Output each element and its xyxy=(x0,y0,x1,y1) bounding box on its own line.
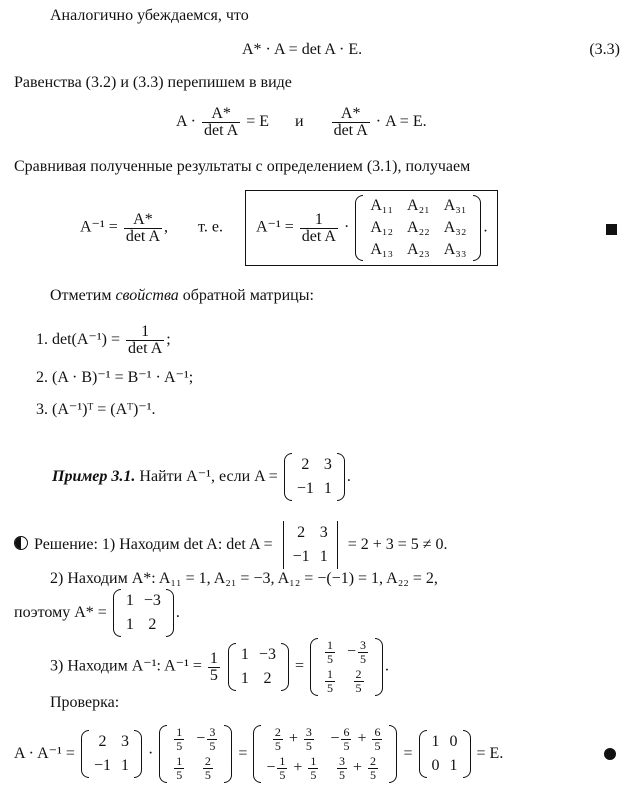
fraction-numerator: 1 xyxy=(126,324,164,341)
rewrite-fraction-left xyxy=(202,106,240,139)
step1-text: 1) Находим det A: det A = xyxy=(101,536,273,553)
fraction-numerator: 2 xyxy=(204,754,211,769)
solution-step-3 xyxy=(50,638,389,696)
and-word: и xyxy=(295,113,304,130)
left-paren xyxy=(355,195,363,261)
boxed-fraction xyxy=(300,212,338,245)
matrix-cell: −3 xyxy=(143,592,161,610)
cell-operator: + xyxy=(353,730,371,748)
fraction-denominator: 5 xyxy=(176,768,183,783)
example-3-1 xyxy=(52,452,351,502)
check-equals-1: = xyxy=(238,745,248,762)
fraction-numerator: A* xyxy=(124,212,162,229)
left-paren xyxy=(81,730,89,778)
fraction-denominator: 5 xyxy=(209,666,218,684)
matrix-cell: A₁₁ xyxy=(370,197,394,214)
inverse-fraction xyxy=(124,212,162,245)
fraction-denominator: 5 xyxy=(204,768,211,783)
matrix-cell: −1 xyxy=(93,757,111,775)
fraction-numerator: 1 xyxy=(279,754,286,769)
matrix-cell: 2 xyxy=(297,524,306,542)
property-lhs: det(A⁻¹) = xyxy=(52,331,121,348)
fraction-numerator: 1 xyxy=(209,649,218,667)
matrix-cell: 0 xyxy=(431,757,440,775)
black-circle-icon xyxy=(604,748,616,760)
matrix-cell xyxy=(191,754,224,783)
left-paren xyxy=(419,730,427,778)
fraction-numerator: 1 xyxy=(176,754,183,769)
cell-fraction xyxy=(304,726,314,753)
cell-fraction xyxy=(358,639,368,666)
matrix-cell: 3 xyxy=(323,456,332,474)
right-paren xyxy=(281,643,289,691)
fraction-numerator: 3 xyxy=(338,754,345,769)
inverse-formula xyxy=(80,190,498,266)
fraction-denominator: 5 xyxy=(355,681,362,695)
matrix-cell xyxy=(325,725,389,754)
cell-operator: + xyxy=(348,759,366,777)
fraction-numerator: 6 xyxy=(343,725,350,740)
adjugate-matrix xyxy=(355,195,481,261)
matrix-cell: A₂₃ xyxy=(407,241,430,258)
fraction-denominator: 5 xyxy=(326,652,333,666)
fraction-numerator: A* xyxy=(202,106,240,123)
fraction-numerator: 2 xyxy=(274,725,281,740)
left-paren xyxy=(253,725,261,783)
cell-fraction xyxy=(341,726,351,753)
property-fraction xyxy=(126,324,164,357)
cell-fraction xyxy=(325,639,335,666)
step3-period: . xyxy=(385,657,390,675)
check-matrix-product xyxy=(253,725,397,783)
cell-sign: − xyxy=(330,730,340,748)
left-paren xyxy=(113,589,121,637)
rewrite-right-suffix: · A = E. xyxy=(375,113,427,130)
matrix-cell xyxy=(342,638,375,667)
cell-fraction xyxy=(174,755,184,782)
compare-sentence: Сравнивая полученные результаты с определением (3.1), получаем xyxy=(14,158,471,175)
matrix-cell: 1 xyxy=(323,480,332,498)
fraction-denominator: det A xyxy=(301,227,336,245)
fraction-numerator: 6 xyxy=(374,725,381,740)
right-paren xyxy=(224,725,232,783)
fraction-numerator: 3 xyxy=(209,725,216,740)
adjugate-result-matrix xyxy=(113,589,174,637)
example-period: . xyxy=(346,468,351,485)
matrix-cell xyxy=(318,667,342,696)
matrix-cell: 3 xyxy=(120,733,129,751)
step3-adjugate-matrix xyxy=(228,643,289,691)
property-number: 3. xyxy=(36,401,48,418)
intro-text: Аналогично убеждаемся, что xyxy=(50,7,249,24)
matrix-cell: 2 xyxy=(98,733,107,751)
right-paren xyxy=(375,638,383,696)
matrix-cell xyxy=(261,725,325,754)
check-lhs: A · A⁻¹ = xyxy=(14,745,75,762)
matrix-cell: A₃₂ xyxy=(443,219,467,236)
cell-operator: + xyxy=(284,730,302,748)
fraction-denominator: 5 xyxy=(176,739,183,754)
right-paren xyxy=(166,589,174,637)
example-label: Пример 3.1. xyxy=(52,468,136,485)
matrix-cell: A₁₃ xyxy=(370,241,394,258)
fraction-denominator: 5 xyxy=(310,768,317,783)
identity-matrix xyxy=(419,730,471,778)
fraction-denominator: 5 xyxy=(305,739,312,754)
cell-fraction xyxy=(354,668,364,695)
matrix-cell xyxy=(261,754,325,783)
check-dot: · xyxy=(147,745,154,762)
right-paren xyxy=(473,195,481,261)
fraction-numerator: A* xyxy=(332,106,370,123)
fraction-denominator: 5 xyxy=(274,739,281,754)
cell-fraction xyxy=(337,755,347,782)
matrix-cell: 2 xyxy=(301,456,310,474)
boxed-lhs: A⁻¹ = xyxy=(255,218,294,236)
fraction-numerator: 3 xyxy=(360,638,367,652)
properties-intro xyxy=(50,286,314,306)
example-matrix xyxy=(284,453,345,501)
matrix-cell: 1 xyxy=(125,592,134,610)
ie-word: т. е. xyxy=(198,218,223,236)
left-paren xyxy=(159,725,167,783)
boxed-inverse-formula xyxy=(245,190,499,266)
solution-label: Решение: xyxy=(34,536,98,553)
property-2 xyxy=(36,368,193,388)
inverse-comma: , xyxy=(164,218,169,236)
fraction-denominator: 5 xyxy=(343,739,350,754)
matrix-cell: A₂₂ xyxy=(407,219,430,236)
matrix-cell: 0 xyxy=(449,733,458,751)
cell-fraction xyxy=(368,755,378,782)
left-paren xyxy=(228,643,236,691)
half-filled-circle-icon xyxy=(14,536,28,550)
fraction-numerator: 3 xyxy=(305,725,312,740)
matrix-cell: 3 xyxy=(319,524,328,542)
fraction-denominator: 5 xyxy=(374,739,381,754)
boxed-period: . xyxy=(483,218,488,236)
property-3 xyxy=(36,400,156,420)
fraction-denominator: 5 xyxy=(360,652,367,666)
black-square-icon xyxy=(606,224,617,235)
cell-sign: − xyxy=(346,643,357,661)
matrix-cell: 1 xyxy=(449,757,458,775)
equation-number: (3.3) xyxy=(589,41,620,58)
cell-sign: − xyxy=(266,759,276,777)
matrix-cell xyxy=(167,754,191,783)
fraction-denominator: det A xyxy=(333,121,368,139)
right-paren xyxy=(389,725,397,783)
check-label: Проверка: xyxy=(50,694,120,711)
inverse-result-matrix xyxy=(310,638,383,696)
matrix-cell: A₁₂ xyxy=(370,219,394,236)
step2-period: . xyxy=(175,604,180,621)
boxed-dot: · xyxy=(343,218,350,236)
properties-intro-prefix: Отметим xyxy=(50,287,116,304)
step1-rhs: = 2 + 3 = 5 ≠ 0. xyxy=(347,536,448,553)
fraction-numerator: 1 xyxy=(326,638,333,652)
inverse-lhs: A⁻¹ = xyxy=(80,218,118,236)
fraction-numerator: 1 xyxy=(176,725,183,740)
matrix-cell xyxy=(167,725,191,754)
solution-step-1 xyxy=(14,520,448,570)
fraction-numerator: 2 xyxy=(369,754,376,769)
solution-step-2-line-2 xyxy=(14,589,180,637)
fraction-numerator: 1 xyxy=(310,754,317,769)
property-text: (A · B)⁻¹ = B⁻¹ · A⁻¹; xyxy=(52,369,194,386)
left-paren xyxy=(310,638,318,696)
step3-equals: = xyxy=(294,657,304,675)
cell-fraction xyxy=(273,726,283,753)
rewrite-fraction-right xyxy=(332,106,370,139)
property-text: (A⁻¹)ᵀ = (Aᵀ)⁻¹. xyxy=(52,401,156,418)
right-paren xyxy=(134,730,142,778)
check-matrix-a xyxy=(81,730,142,778)
cell-fraction xyxy=(277,755,287,782)
matrix-cell: A₂₁ xyxy=(407,197,430,214)
cell-fraction xyxy=(207,726,217,753)
fraction-denominator: det A xyxy=(128,339,163,357)
cell-fraction xyxy=(372,726,382,753)
matrix-cell: −1 xyxy=(292,548,310,566)
check-matrix-inverse xyxy=(159,725,232,783)
determinant-matrix xyxy=(279,521,342,569)
matrix-cell: −3 xyxy=(258,646,276,663)
rewrite-left-prefix: A · xyxy=(176,113,196,130)
check-equals-2: = xyxy=(403,745,413,762)
fraction-denominator: det A xyxy=(204,121,239,139)
property-number: 2. xyxy=(36,369,48,386)
left-bar xyxy=(283,521,284,569)
fraction-numerator: 2 xyxy=(355,667,362,681)
fraction-denominator: det A xyxy=(125,227,161,245)
equation-3-3: A* · A = det A · E. xyxy=(242,41,363,58)
example-text: Найти A⁻¹, если A = xyxy=(139,468,278,485)
check-formula xyxy=(14,722,503,786)
rewrite-left-suffix: = E xyxy=(246,113,270,130)
fraction-denominator: 5 xyxy=(338,768,345,783)
step2-text: поэтому A* = xyxy=(14,604,107,621)
fraction-denominator: 5 xyxy=(209,739,216,754)
cell-sign: − xyxy=(196,730,206,748)
rewrite-sentence: Равенства (3.2) и (3.3) перепишем в виде xyxy=(14,74,292,91)
fraction-numerator: 1 xyxy=(300,212,338,229)
matrix-cell: 1 xyxy=(240,646,249,663)
matrix-cell: A₃₃ xyxy=(443,241,467,258)
property-1 xyxy=(36,322,171,358)
matrix-cell: 1 xyxy=(431,733,440,751)
properties-intro-suffix: обратной матрицы: xyxy=(178,287,314,304)
matrix-cell: 2 xyxy=(148,616,157,634)
matrix-cell xyxy=(342,667,375,696)
matrix-cell xyxy=(191,725,224,754)
matrix-cell xyxy=(318,638,342,667)
matrix-cell: 1 xyxy=(240,670,249,687)
right-paren xyxy=(463,730,471,778)
matrix-cell: −1 xyxy=(296,480,314,498)
matrix-cell: 1 xyxy=(319,548,328,566)
check-rhs: = E. xyxy=(476,745,504,762)
solution-step-2-line-1: 2) Находим A*: A₁₁ = 1, A₂₁ = −3, A₁₂ = −(−1) = 1, A₂₂ = 2, xyxy=(50,570,438,587)
right-bar xyxy=(337,521,338,569)
rewrite-formula xyxy=(176,104,427,140)
matrix-cell: 1 xyxy=(125,616,134,634)
cell-fraction xyxy=(174,726,184,753)
matrix-cell: A₃₁ xyxy=(443,197,467,214)
matrix-cell: 2 xyxy=(263,670,272,687)
right-paren xyxy=(337,453,345,501)
cell-operator: + xyxy=(289,759,307,777)
fraction-numerator: 1 xyxy=(326,667,333,681)
step3-text: 3) Находим A⁻¹: A⁻¹ = xyxy=(50,657,202,675)
matrix-cell xyxy=(325,754,389,783)
scalar-fraction xyxy=(208,651,220,684)
cell-fraction xyxy=(308,755,318,782)
fraction-denominator: 5 xyxy=(326,681,333,695)
cell-fraction xyxy=(203,755,213,782)
fraction-denominator: 5 xyxy=(279,768,286,783)
cell-fraction xyxy=(325,668,335,695)
left-paren xyxy=(284,453,292,501)
property-rhs: ; xyxy=(166,331,171,348)
property-number: 1. xyxy=(36,331,48,348)
matrix-cell: 1 xyxy=(120,757,129,775)
fraction-denominator: 5 xyxy=(369,768,376,783)
properties-intro-emphasis: свойства xyxy=(115,287,179,304)
